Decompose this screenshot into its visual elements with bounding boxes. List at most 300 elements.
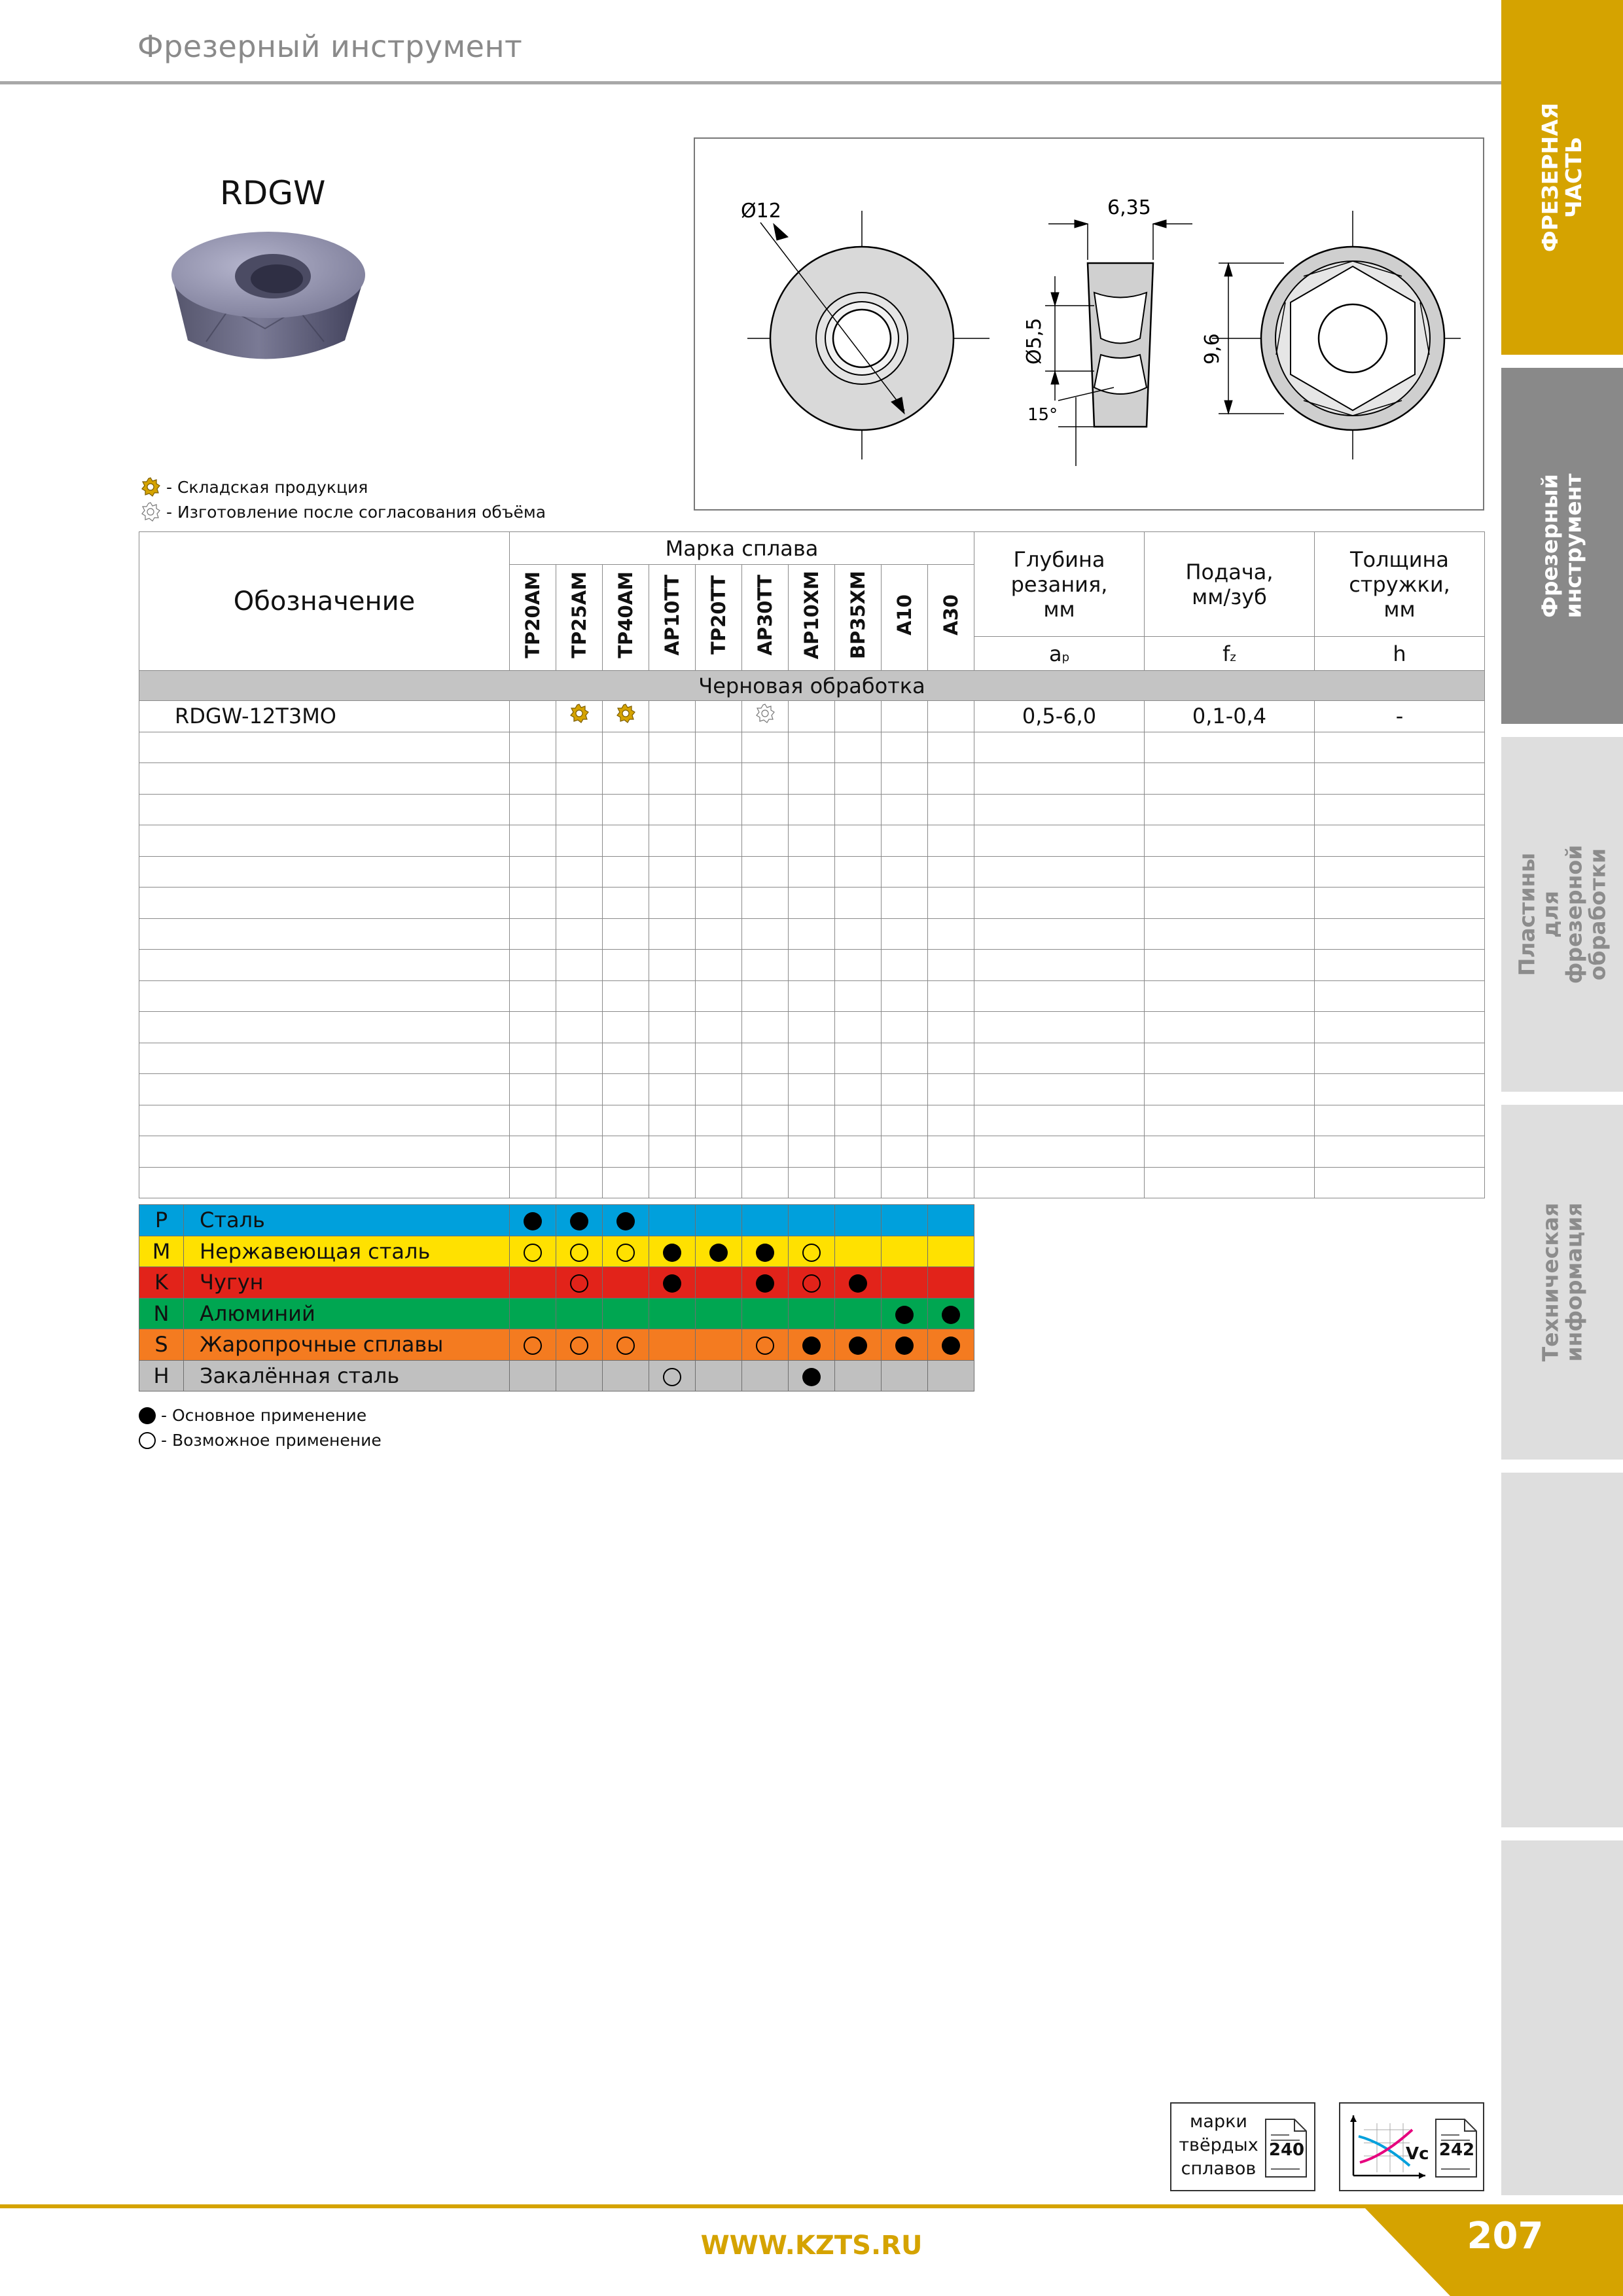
empty-cell <box>1315 950 1485 981</box>
empty-cell <box>742 1012 789 1043</box>
grade-name: ТР40АМ <box>615 571 637 658</box>
empty-cell <box>1145 856 1315 888</box>
empty-cell <box>510 732 556 763</box>
application-cell <box>742 1329 789 1361</box>
ref-cutting-speed[interactable] <box>1339 2102 1484 2191</box>
empty-cell <box>556 1074 603 1105</box>
empty-cell <box>882 1136 928 1168</box>
table-row-empty <box>139 918 1485 950</box>
grade-col-header <box>742 565 789 671</box>
availability-cell <box>882 701 928 732</box>
gear-outline-icon <box>755 703 776 724</box>
empty-cell <box>696 1074 742 1105</box>
material-name: Алюминий <box>184 1298 510 1329</box>
empty-cell <box>139 825 510 857</box>
grade-name: АР10ТТ <box>661 574 683 656</box>
application-cell <box>928 1360 974 1391</box>
empty-cell <box>603 950 649 981</box>
empty-cell <box>974 732 1145 763</box>
table-row-empty <box>139 1136 1485 1168</box>
gear-outline-icon <box>140 501 161 522</box>
hole-label: Ø5,5 <box>1023 317 1046 365</box>
empty-cell <box>1315 1012 1485 1043</box>
empty-cell <box>603 1105 649 1136</box>
application-cell <box>510 1236 556 1267</box>
application-cell <box>603 1267 649 1299</box>
table-row <box>139 701 1485 732</box>
availability-cell <box>928 701 974 732</box>
grade-name: ВР35ХМ <box>847 571 869 659</box>
application-cell <box>649 1298 696 1329</box>
empty-cell <box>1315 1105 1485 1136</box>
material-name: Сталь <box>184 1205 510 1236</box>
empty-cell <box>882 856 928 888</box>
filled-circle-icon <box>663 1244 681 1262</box>
empty-cell <box>556 856 603 888</box>
grade-col-header <box>510 565 556 671</box>
empty-circle-icon <box>756 1336 774 1355</box>
empty-cell <box>882 1074 928 1105</box>
application-cell <box>882 1267 928 1299</box>
grade-col-header <box>789 565 835 671</box>
empty-cell <box>510 1012 556 1043</box>
empty-cell <box>974 763 1145 795</box>
empty-cell <box>510 825 556 857</box>
empty-cell <box>1315 825 1485 857</box>
depth-symbol: ap <box>974 637 1145 671</box>
empty-cell <box>882 732 928 763</box>
empty-cell <box>882 950 928 981</box>
application-cell <box>603 1329 649 1361</box>
depth-header: Глубина резания, мм <box>974 532 1145 637</box>
empty-cell <box>742 980 789 1012</box>
insert-table <box>139 531 1485 1198</box>
chip-value: - <box>1315 701 1485 732</box>
empty-cell <box>1145 825 1315 857</box>
grade-col-header <box>928 565 974 671</box>
empty-cell <box>556 732 603 763</box>
material-code: S <box>139 1329 184 1361</box>
application-cell <box>696 1205 742 1236</box>
chip-header: Толщина стружки, мм <box>1315 532 1485 637</box>
empty-cell <box>1315 763 1485 795</box>
legend-main-use <box>139 1406 366 1425</box>
application-cell <box>835 1205 882 1236</box>
website-link[interactable]: WWW.KZTS.RU <box>700 2231 923 2261</box>
empty-cell <box>603 1136 649 1168</box>
application-cell <box>510 1329 556 1361</box>
empty-cell <box>649 1105 696 1136</box>
material-name: Жаропрочные сплавы <box>184 1329 510 1361</box>
filled-circle-icon <box>849 1274 867 1293</box>
empty-cell <box>510 918 556 950</box>
empty-cell <box>742 1105 789 1136</box>
material-row <box>139 1298 974 1329</box>
grade-name: ТР25АМ <box>568 571 590 658</box>
availability-cell <box>510 701 556 732</box>
empty-cell <box>603 732 649 763</box>
empty-cell <box>928 1012 974 1043</box>
empty-circle-icon <box>802 1244 821 1262</box>
filled-circle-icon <box>802 1336 821 1355</box>
empty-cell <box>789 1074 835 1105</box>
empty-cell <box>556 763 603 795</box>
application-cell <box>789 1298 835 1329</box>
side-tab-label: Техническая информация <box>1537 1202 1587 1362</box>
empty-cell <box>696 1167 742 1198</box>
empty-cell <box>139 1167 510 1198</box>
empty-cell <box>649 918 696 950</box>
front-view <box>747 211 990 459</box>
application-cell <box>835 1267 882 1299</box>
empty-cell <box>603 856 649 888</box>
empty-cell <box>1145 763 1315 795</box>
empty-cell <box>974 1136 1145 1168</box>
filled-circle-icon <box>663 1274 681 1293</box>
empty-cell <box>835 1136 882 1168</box>
empty-cell <box>742 732 789 763</box>
empty-cell <box>510 1043 556 1074</box>
empty-cell <box>928 794 974 825</box>
empty-cell <box>1315 732 1485 763</box>
empty-cell <box>1145 794 1315 825</box>
empty-cell <box>139 856 510 888</box>
material-name: Закалённая сталь <box>184 1360 510 1391</box>
application-cell <box>603 1236 649 1267</box>
side-tab-empty <box>1501 1473 1623 1827</box>
empty-cell <box>696 763 742 795</box>
empty-cell <box>1145 918 1315 950</box>
application-cell <box>696 1329 742 1361</box>
empty-cell <box>928 856 974 888</box>
empty-cell <box>1145 888 1315 919</box>
side-view <box>1045 220 1192 466</box>
inscribed-label: 9,6 <box>1201 333 1224 365</box>
table-row-empty <box>139 856 1485 888</box>
side-tab-technical-info[interactable] <box>1501 1105 1623 1460</box>
empty-cell <box>1145 1043 1315 1074</box>
grade-name: АР10ХМ <box>800 570 823 660</box>
empty-cell <box>603 1043 649 1074</box>
availability-cell <box>603 701 649 732</box>
application-cell <box>742 1205 789 1236</box>
table-row-empty <box>139 825 1485 857</box>
application-cell <box>603 1205 649 1236</box>
empty-cell <box>649 732 696 763</box>
empty-cell <box>649 825 696 857</box>
empty-cell <box>928 950 974 981</box>
grade-col-header <box>835 565 882 671</box>
empty-cell <box>696 856 742 888</box>
empty-cell <box>1315 1074 1485 1105</box>
material-name: Чугун <box>184 1267 510 1299</box>
application-cell <box>696 1236 742 1267</box>
table-row-empty <box>139 1167 1485 1198</box>
material-name: Нержавеющая сталь <box>184 1236 510 1267</box>
table-row-empty <box>139 732 1485 763</box>
insert-photo <box>167 230 376 381</box>
empty-cell <box>882 1105 928 1136</box>
empty-cell <box>742 950 789 981</box>
empty-cell <box>742 1074 789 1105</box>
empty-cell <box>139 888 510 919</box>
application-cell <box>556 1329 603 1361</box>
empty-cell <box>928 888 974 919</box>
empty-cell <box>742 794 789 825</box>
legend-on-request <box>140 501 546 522</box>
empty-cell <box>139 1043 510 1074</box>
designation-header: Обозначение <box>139 532 510 671</box>
feed-value: 0,1-0,4 <box>1145 701 1315 732</box>
empty-cell <box>1315 888 1485 919</box>
empty-cell <box>1145 1167 1315 1198</box>
application-cell <box>556 1267 603 1299</box>
empty-cell <box>510 794 556 825</box>
empty-circle-icon <box>663 1368 681 1386</box>
empty-cell <box>556 1105 603 1136</box>
ref-carbide-grades[interactable] <box>1170 2102 1315 2191</box>
product-name: RDGW <box>220 174 326 212</box>
section-title: Черновая обработка <box>139 671 1485 701</box>
empty-cell <box>649 1012 696 1043</box>
empty-cell <box>882 763 928 795</box>
empty-cell <box>1315 856 1485 888</box>
application-cell <box>556 1205 603 1236</box>
empty-cell <box>835 980 882 1012</box>
empty-cell <box>510 763 556 795</box>
empty-cell <box>649 1167 696 1198</box>
empty-cell <box>696 825 742 857</box>
application-cell <box>649 1236 696 1267</box>
side-tab-milling-part[interactable] <box>1501 0 1623 355</box>
empty-cell <box>139 950 510 981</box>
empty-cell <box>974 1012 1145 1043</box>
empty-cell <box>696 732 742 763</box>
filled-circle-icon <box>524 1212 542 1230</box>
empty-cell <box>139 1136 510 1168</box>
filled-circle-icon <box>802 1368 821 1386</box>
application-cell <box>882 1360 928 1391</box>
application-cell <box>835 1236 882 1267</box>
insert-designation: RDGW-12T3MO <box>139 701 510 732</box>
empty-cell <box>789 732 835 763</box>
empty-cell <box>556 825 603 857</box>
empty-cell <box>789 918 835 950</box>
material-row <box>139 1329 974 1361</box>
empty-cell <box>882 888 928 919</box>
empty-cell <box>928 732 974 763</box>
empty-cell <box>742 856 789 888</box>
application-cell <box>603 1360 649 1391</box>
empty-cell <box>603 825 649 857</box>
empty-cell <box>742 1043 789 1074</box>
empty-cell <box>603 980 649 1012</box>
empty-cell <box>696 950 742 981</box>
empty-cell <box>1145 980 1315 1012</box>
empty-cell <box>603 1012 649 1043</box>
legend-main-use-text: - Основное применение <box>161 1406 367 1425</box>
empty-cell <box>928 918 974 950</box>
empty-cell <box>556 1167 603 1198</box>
empty-cell <box>556 918 603 950</box>
angle-label: 15° <box>1027 405 1058 425</box>
material-row <box>139 1267 974 1299</box>
empty-cell <box>510 1136 556 1168</box>
empty-cell <box>789 1012 835 1043</box>
material-code: P <box>139 1205 184 1236</box>
empty-cell <box>649 1074 696 1105</box>
availability-cell <box>696 701 742 732</box>
table-row-empty <box>139 950 1485 981</box>
empty-cell <box>974 1105 1145 1136</box>
table-row-empty <box>139 1043 1485 1074</box>
application-cell <box>742 1267 789 1299</box>
application-cell <box>789 1205 835 1236</box>
top-view <box>1212 211 1461 459</box>
side-tab-empty <box>1501 1840 1623 2195</box>
filled-circle-icon <box>709 1244 728 1262</box>
empty-cell <box>649 980 696 1012</box>
empty-cell <box>835 794 882 825</box>
empty-cell <box>742 918 789 950</box>
application-cell <box>928 1205 974 1236</box>
side-tab-label: ФРЕЗЕРНАЯ ЧАСТЬ <box>1537 102 1587 253</box>
empty-cell <box>789 1136 835 1168</box>
thickness-label: 6,35 <box>1107 196 1151 219</box>
empty-cell <box>928 1043 974 1074</box>
empty-cell <box>835 1012 882 1043</box>
grade-name: А10 <box>893 594 916 636</box>
material-code: H <box>139 1360 184 1391</box>
application-cell <box>928 1329 974 1361</box>
application-cell <box>510 1360 556 1391</box>
grade-name: А30 <box>940 594 962 636</box>
empty-cell <box>696 794 742 825</box>
empty-cell <box>510 1074 556 1105</box>
grade-header: Марка сплава <box>510 532 974 565</box>
side-tab-milling-tools[interactable] <box>1501 368 1623 724</box>
empty-circle-icon <box>524 1244 542 1262</box>
empty-cell <box>974 1167 1145 1198</box>
application-cell <box>649 1329 696 1361</box>
empty-cell <box>835 825 882 857</box>
empty-cell <box>928 763 974 795</box>
application-cell <box>649 1360 696 1391</box>
empty-cell <box>510 888 556 919</box>
filled-circle-icon <box>616 1212 635 1230</box>
application-cell <box>649 1267 696 1299</box>
empty-cell <box>139 763 510 795</box>
table-row-empty <box>139 1105 1485 1136</box>
empty-cell <box>696 1136 742 1168</box>
empty-cell <box>928 1167 974 1198</box>
application-cell <box>696 1267 742 1299</box>
application-cell <box>789 1329 835 1361</box>
empty-cell <box>974 980 1145 1012</box>
empty-cell <box>510 950 556 981</box>
side-tab-inserts[interactable] <box>1501 737 1623 1092</box>
material-code: M <box>139 1236 184 1267</box>
empty-cell <box>556 1136 603 1168</box>
empty-cell <box>1315 1043 1485 1074</box>
empty-cell <box>789 1167 835 1198</box>
table-row-empty <box>139 980 1485 1012</box>
grade-name: АР30ТТ <box>754 574 776 656</box>
empty-cell <box>696 980 742 1012</box>
filled-circle-icon <box>942 1336 960 1355</box>
empty-cell <box>1145 1074 1315 1105</box>
empty-cell <box>696 1043 742 1074</box>
empty-cell <box>603 763 649 795</box>
application-cell <box>789 1236 835 1267</box>
empty-cell <box>835 856 882 888</box>
grade-name: ТР20ТТ <box>707 575 730 655</box>
chip-symbol: h <box>1315 637 1485 671</box>
empty-cell <box>603 888 649 919</box>
side-tab-label: Фрезерный инструмент <box>1537 473 1586 619</box>
page-number: 207 <box>1467 2215 1544 2257</box>
grade-name: ТР20АМ <box>522 571 544 658</box>
empty-circle-icon <box>616 1244 635 1262</box>
empty-cell <box>742 825 789 857</box>
gear-gold-icon <box>615 703 636 724</box>
application-cell <box>556 1298 603 1329</box>
material-row <box>139 1205 974 1236</box>
filled-circle-icon <box>942 1306 960 1324</box>
application-cell <box>603 1298 649 1329</box>
material-row <box>139 1360 974 1391</box>
empty-cell <box>974 888 1145 919</box>
empty-cell <box>789 856 835 888</box>
ref-page-number: 242 <box>1438 2140 1475 2160</box>
empty-cell <box>696 1012 742 1043</box>
page-header-title: Фрезерный инструмент <box>137 29 523 64</box>
empty-cell <box>789 888 835 919</box>
empty-circle-icon <box>139 1432 156 1449</box>
material-table <box>139 1204 974 1391</box>
empty-cell <box>696 918 742 950</box>
empty-cell <box>974 1074 1145 1105</box>
empty-cell <box>696 1105 742 1136</box>
application-cell <box>882 1329 928 1361</box>
empty-cell <box>649 950 696 981</box>
empty-cell <box>649 856 696 888</box>
ref-carbide-grades-text: марки твёрдых сплавов <box>1179 2111 1258 2179</box>
feed-header: Подача, мм/зуб <box>1145 532 1315 637</box>
empty-cell <box>789 1043 835 1074</box>
filled-circle-icon <box>570 1212 588 1230</box>
empty-cell <box>835 1105 882 1136</box>
application-cell <box>510 1205 556 1236</box>
empty-cell <box>974 856 1145 888</box>
header-divider <box>0 81 1501 84</box>
empty-cell <box>882 1012 928 1043</box>
empty-cell <box>1145 1012 1315 1043</box>
empty-cell <box>510 1167 556 1198</box>
empty-cell <box>139 1074 510 1105</box>
legend-stock <box>140 476 368 497</box>
table-row-empty <box>139 794 1485 825</box>
empty-cell <box>649 1136 696 1168</box>
application-cell <box>742 1360 789 1391</box>
empty-cell <box>649 794 696 825</box>
empty-cell <box>835 763 882 795</box>
application-cell <box>649 1205 696 1236</box>
application-cell <box>510 1267 556 1299</box>
empty-cell <box>742 1136 789 1168</box>
application-cell <box>835 1329 882 1361</box>
empty-cell <box>556 888 603 919</box>
